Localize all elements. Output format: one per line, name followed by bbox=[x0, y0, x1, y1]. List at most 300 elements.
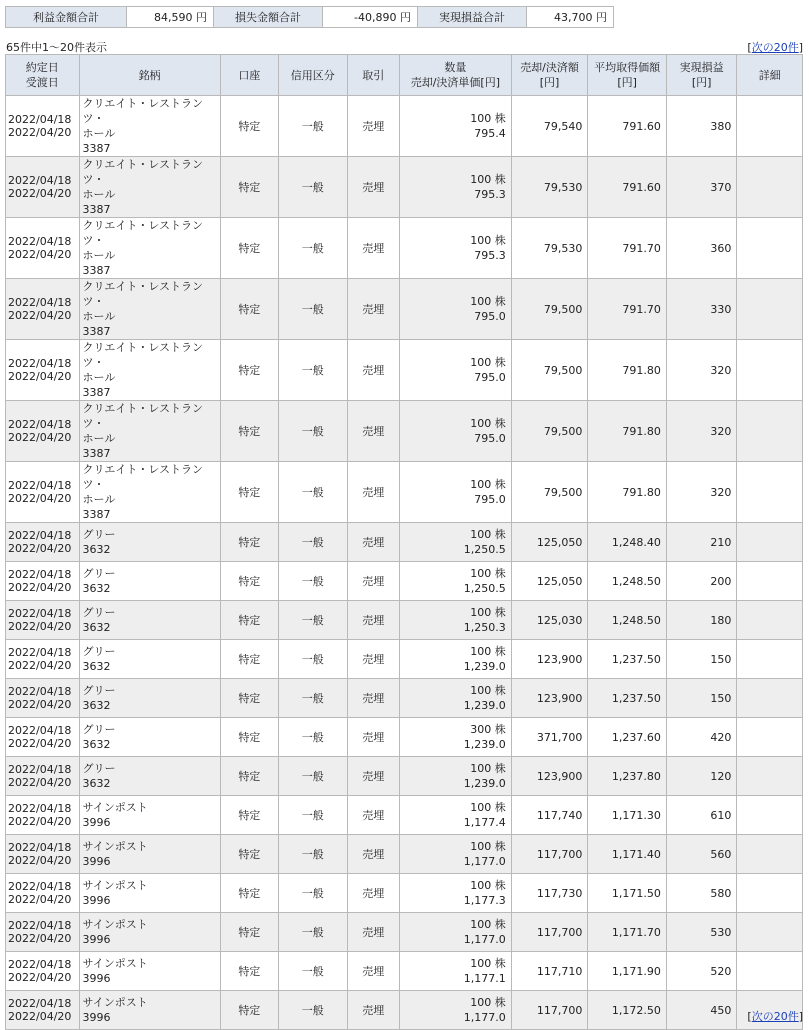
realized-pl: 320 bbox=[666, 340, 737, 401]
settle-amount: 123,900 bbox=[511, 757, 588, 796]
security-name-line2: ホール bbox=[82, 432, 116, 445]
trade-type: 売埋 bbox=[347, 340, 399, 401]
security-code: 3632 bbox=[82, 660, 111, 673]
table-row bbox=[6, 462, 803, 523]
qty-price bbox=[399, 279, 511, 340]
settle-date: 2022/04/20 bbox=[8, 776, 72, 789]
unit-price: 1,239.0 bbox=[463, 738, 506, 751]
trade-date: 2022/04/18 bbox=[8, 357, 72, 370]
trade-date: 2022/04/18 bbox=[8, 958, 72, 971]
trade-dates bbox=[6, 679, 80, 718]
settle-date: 2022/04/20 bbox=[8, 659, 72, 672]
security-code: 3632 bbox=[82, 777, 111, 790]
account-type: 特定 bbox=[220, 874, 278, 913]
quantity: 100 株 bbox=[470, 645, 506, 658]
trade-date: 2022/04/18 bbox=[8, 841, 72, 854]
security-name bbox=[79, 718, 220, 757]
security-code: 3387 bbox=[82, 264, 111, 277]
unit-price: 795.3 bbox=[474, 188, 506, 201]
account-type: 特定 bbox=[220, 718, 278, 757]
security-name-line1: グリー bbox=[82, 606, 116, 619]
settle-date: 2022/04/20 bbox=[8, 854, 72, 867]
quantity: 100 株 bbox=[470, 478, 506, 491]
qty-price bbox=[399, 874, 511, 913]
avg-cost: 1,171.40 bbox=[588, 835, 667, 874]
trade-date: 2022/04/18 bbox=[8, 646, 72, 659]
realized-pl: 320 bbox=[666, 401, 737, 462]
avg-cost: 1,171.30 bbox=[588, 796, 667, 835]
credit-type: 一般 bbox=[279, 835, 348, 874]
settle-amount: 79,500 bbox=[511, 340, 588, 401]
security-name-line2: ホール bbox=[82, 249, 116, 262]
quantity: 100 株 bbox=[470, 234, 506, 247]
trade-date: 2022/04/18 bbox=[8, 763, 72, 776]
security-name-line1: グリー bbox=[82, 528, 116, 541]
table-row bbox=[6, 96, 803, 157]
next-page-nav-top: [次の20件] bbox=[747, 41, 803, 54]
trade-dates bbox=[6, 562, 80, 601]
trade-dates bbox=[6, 462, 80, 523]
avg-cost: 1,171.70 bbox=[588, 913, 667, 952]
settle-date: 2022/04/20 bbox=[8, 1010, 72, 1023]
account-type: 特定 bbox=[220, 991, 278, 1030]
security-code: 3996 bbox=[82, 1011, 111, 1024]
next-20-link[interactable]: 次の20件 bbox=[751, 41, 799, 54]
account-type: 特定 bbox=[220, 401, 278, 462]
table-row bbox=[6, 601, 803, 640]
qty-price bbox=[399, 835, 511, 874]
avg-cost: 1,237.80 bbox=[588, 757, 667, 796]
unit-price: 1,239.0 bbox=[463, 699, 506, 712]
qty-price bbox=[399, 718, 511, 757]
avg-cost: 1,172.50 bbox=[588, 991, 667, 1030]
security-name-line1: クリエイト・レストランツ・ bbox=[82, 341, 203, 369]
realized-pl: 330 bbox=[666, 279, 737, 340]
realized-pl: 380 bbox=[666, 96, 737, 157]
header-realized-pl: 実現損益 [円] bbox=[666, 55, 737, 96]
account-type: 特定 bbox=[220, 279, 278, 340]
unit-price: 1,250.5 bbox=[463, 543, 506, 556]
security-code: 3387 bbox=[82, 508, 111, 521]
credit-type: 一般 bbox=[279, 562, 348, 601]
trade-type: 売埋 bbox=[347, 601, 399, 640]
credit-type: 一般 bbox=[279, 679, 348, 718]
table-row bbox=[6, 279, 803, 340]
table-row bbox=[6, 157, 803, 218]
quantity: 100 株 bbox=[470, 173, 506, 186]
trade-date: 2022/04/18 bbox=[8, 568, 72, 581]
account-type: 特定 bbox=[220, 462, 278, 523]
settle-date: 2022/04/20 bbox=[8, 542, 72, 555]
unit-price: 1,250.3 bbox=[463, 621, 506, 634]
unit-price: 795.0 bbox=[474, 371, 506, 384]
trade-type: 売埋 bbox=[347, 462, 399, 523]
security-code: 3996 bbox=[82, 972, 111, 985]
settle-amount: 117,700 bbox=[511, 835, 588, 874]
trade-dates bbox=[6, 96, 80, 157]
settle-amount: 79,530 bbox=[511, 218, 588, 279]
credit-type: 一般 bbox=[279, 462, 348, 523]
security-name-line1: グリー bbox=[82, 684, 116, 697]
avg-cost: 1,248.50 bbox=[588, 562, 667, 601]
trade-type: 売埋 bbox=[347, 523, 399, 562]
realized-pl-table bbox=[5, 54, 803, 1030]
avg-cost: 791.70 bbox=[588, 279, 667, 340]
qty-price bbox=[399, 913, 511, 952]
table-row bbox=[6, 340, 803, 401]
settle-amount: 117,730 bbox=[511, 874, 588, 913]
trade-type: 売埋 bbox=[347, 279, 399, 340]
settle-date: 2022/04/20 bbox=[8, 492, 72, 505]
qty-price bbox=[399, 96, 511, 157]
trade-date: 2022/04/18 bbox=[8, 685, 72, 698]
quantity: 100 株 bbox=[470, 957, 506, 970]
security-name-line1: クリエイト・レストランツ・ bbox=[82, 219, 203, 247]
trade-dates bbox=[6, 796, 80, 835]
security-name bbox=[79, 874, 220, 913]
credit-type: 一般 bbox=[279, 157, 348, 218]
trade-date: 2022/04/18 bbox=[8, 880, 72, 893]
realized-pl: 530 bbox=[666, 913, 737, 952]
security-name-line2: ホール bbox=[82, 188, 116, 201]
account-type: 特定 bbox=[220, 601, 278, 640]
trade-date: 2022/04/18 bbox=[8, 113, 72, 126]
security-name bbox=[79, 796, 220, 835]
avg-cost: 791.80 bbox=[588, 340, 667, 401]
settle-amount: 117,700 bbox=[511, 991, 588, 1030]
security-code: 3632 bbox=[82, 621, 111, 634]
settle-date: 2022/04/20 bbox=[8, 309, 72, 322]
header-qty-price: 数量 売却/決済単価[円] bbox=[399, 55, 511, 96]
settle-date: 2022/04/20 bbox=[8, 737, 72, 750]
table-header bbox=[6, 55, 803, 96]
security-code: 3996 bbox=[82, 816, 111, 829]
realized-pl: 580 bbox=[666, 874, 737, 913]
realized-pl: 450 bbox=[666, 991, 737, 1030]
realized-pl: 360 bbox=[666, 218, 737, 279]
trade-date: 2022/04/18 bbox=[8, 418, 72, 431]
credit-type: 一般 bbox=[279, 991, 348, 1030]
avg-cost: 791.80 bbox=[588, 462, 667, 523]
account-type: 特定 bbox=[220, 523, 278, 562]
detail-cell bbox=[737, 913, 803, 952]
qty-price bbox=[399, 340, 511, 401]
security-name bbox=[79, 757, 220, 796]
security-name bbox=[79, 401, 220, 462]
security-name-line1: サインポスト bbox=[82, 996, 148, 1009]
security-code: 3996 bbox=[82, 894, 111, 907]
security-name bbox=[79, 952, 220, 991]
qty-price bbox=[399, 796, 511, 835]
qty-price bbox=[399, 757, 511, 796]
avg-cost: 791.70 bbox=[588, 218, 667, 279]
security-name-line1: サインポスト bbox=[82, 879, 148, 892]
avg-cost: 791.80 bbox=[588, 401, 667, 462]
realized-pl: 150 bbox=[666, 679, 737, 718]
trade-type: 売埋 bbox=[347, 562, 399, 601]
settle-amount: 79,500 bbox=[511, 279, 588, 340]
security-name-line2: ホール bbox=[82, 310, 116, 323]
table-row bbox=[6, 796, 803, 835]
security-name-line1: グリー bbox=[82, 567, 116, 580]
unit-price: 1,177.3 bbox=[463, 894, 506, 907]
settle-amount: 125,050 bbox=[511, 562, 588, 601]
avg-cost: 1,237.50 bbox=[588, 679, 667, 718]
settle-amount: 117,740 bbox=[511, 796, 588, 835]
credit-type: 一般 bbox=[279, 757, 348, 796]
qty-price bbox=[399, 523, 511, 562]
security-name-line2: ホール bbox=[82, 127, 116, 140]
realized-total-label: 実現損益合計 bbox=[418, 7, 527, 28]
avg-cost: 1,237.60 bbox=[588, 718, 667, 757]
trade-date: 2022/04/18 bbox=[8, 529, 72, 542]
account-type: 特定 bbox=[220, 796, 278, 835]
detail-cell bbox=[737, 562, 803, 601]
security-name bbox=[79, 523, 220, 562]
next-page-nav-bottom: [次の20件] bbox=[747, 1010, 803, 1023]
trade-dates bbox=[6, 718, 80, 757]
security-name bbox=[79, 157, 220, 218]
realized-pl: 370 bbox=[666, 157, 737, 218]
table-row bbox=[6, 913, 803, 952]
unit-price: 795.0 bbox=[474, 310, 506, 323]
avg-cost: 1,171.50 bbox=[588, 874, 667, 913]
qty-price bbox=[399, 601, 511, 640]
credit-type: 一般 bbox=[279, 96, 348, 157]
settle-date: 2022/04/20 bbox=[8, 370, 72, 383]
quantity: 100 株 bbox=[470, 879, 506, 892]
settle-amount: 117,700 bbox=[511, 913, 588, 952]
trade-dates bbox=[6, 157, 80, 218]
account-type: 特定 bbox=[220, 157, 278, 218]
credit-type: 一般 bbox=[279, 796, 348, 835]
trade-type: 売埋 bbox=[347, 874, 399, 913]
trade-type: 売埋 bbox=[347, 218, 399, 279]
qty-price bbox=[399, 218, 511, 279]
detail-cell bbox=[737, 796, 803, 835]
realized-pl: 560 bbox=[666, 835, 737, 874]
trade-type: 売埋 bbox=[347, 679, 399, 718]
summary-bar bbox=[5, 6, 614, 28]
header-avg-cost: 平均取得価額 [円] bbox=[588, 55, 667, 96]
security-name-line1: クリエイト・レストランツ・ bbox=[82, 158, 203, 186]
quantity: 100 株 bbox=[470, 567, 506, 580]
security-code: 3387 bbox=[82, 447, 111, 460]
credit-type: 一般 bbox=[279, 718, 348, 757]
profit-total-value: 84,590 円 bbox=[127, 7, 214, 28]
realized-pl: 200 bbox=[666, 562, 737, 601]
account-type: 特定 bbox=[220, 562, 278, 601]
header-trade: 取引 bbox=[347, 55, 399, 96]
trade-dates bbox=[6, 835, 80, 874]
trade-dates bbox=[6, 913, 80, 952]
security-name bbox=[79, 835, 220, 874]
quantity: 100 株 bbox=[470, 417, 506, 430]
security-code: 3387 bbox=[82, 203, 111, 216]
qty-price bbox=[399, 401, 511, 462]
trade-type: 売埋 bbox=[347, 991, 399, 1030]
table-row bbox=[6, 401, 803, 462]
security-name-line1: クリエイト・レストランツ・ bbox=[82, 402, 203, 430]
quantity: 100 株 bbox=[470, 606, 506, 619]
security-name bbox=[79, 218, 220, 279]
security-name-line1: クリエイト・レストランツ・ bbox=[82, 280, 203, 308]
qty-price bbox=[399, 562, 511, 601]
trade-date: 2022/04/18 bbox=[8, 919, 72, 932]
next-20-link[interactable]: 次の20件 bbox=[751, 1010, 799, 1023]
avg-cost: 791.60 bbox=[588, 96, 667, 157]
security-name bbox=[79, 462, 220, 523]
settle-date: 2022/04/20 bbox=[8, 431, 72, 444]
credit-type: 一般 bbox=[279, 952, 348, 991]
header-detail: 詳細 bbox=[737, 55, 803, 96]
detail-cell bbox=[737, 835, 803, 874]
header-account: 口座 bbox=[220, 55, 278, 96]
settle-amount: 117,710 bbox=[511, 952, 588, 991]
detail-cell bbox=[737, 718, 803, 757]
header-dates: 約定日 受渡日 bbox=[6, 55, 80, 96]
settle-amount: 125,030 bbox=[511, 601, 588, 640]
qty-price bbox=[399, 157, 511, 218]
account-type: 特定 bbox=[220, 913, 278, 952]
security-name-line1: グリー bbox=[82, 762, 116, 775]
quantity: 100 株 bbox=[470, 918, 506, 931]
detail-cell bbox=[737, 96, 803, 157]
credit-type: 一般 bbox=[279, 601, 348, 640]
account-type: 特定 bbox=[220, 952, 278, 991]
credit-type: 一般 bbox=[279, 523, 348, 562]
security-name-line1: グリー bbox=[82, 645, 116, 658]
detail-cell bbox=[737, 679, 803, 718]
trade-dates bbox=[6, 340, 80, 401]
realized-pl: 210 bbox=[666, 523, 737, 562]
unit-price: 795.3 bbox=[474, 249, 506, 262]
settle-date: 2022/04/20 bbox=[8, 971, 72, 984]
unit-price: 1,239.0 bbox=[463, 660, 506, 673]
realized-pl: 610 bbox=[666, 796, 737, 835]
qty-price bbox=[399, 952, 511, 991]
table-row bbox=[6, 640, 803, 679]
detail-cell bbox=[737, 952, 803, 991]
settle-date: 2022/04/20 bbox=[8, 815, 72, 828]
trade-dates bbox=[6, 952, 80, 991]
detail-cell bbox=[737, 523, 803, 562]
profit-total-label: 利益金額合計 bbox=[6, 7, 127, 28]
security-name bbox=[79, 340, 220, 401]
settle-date: 2022/04/20 bbox=[8, 698, 72, 711]
detail-cell bbox=[737, 157, 803, 218]
settle-amount: 79,540 bbox=[511, 96, 588, 157]
settle-date: 2022/04/20 bbox=[8, 187, 72, 200]
security-name-line1: クリエイト・レストランツ・ bbox=[82, 97, 203, 125]
realized-pl: 180 bbox=[666, 601, 737, 640]
account-type: 特定 bbox=[220, 757, 278, 796]
header-amount: 売却/決済額 [円] bbox=[511, 55, 588, 96]
detail-cell bbox=[737, 757, 803, 796]
security-code: 3387 bbox=[82, 142, 111, 155]
detail-cell bbox=[737, 462, 803, 523]
unit-price: 795.4 bbox=[474, 127, 506, 140]
avg-cost: 1,248.50 bbox=[588, 601, 667, 640]
security-code: 3632 bbox=[82, 738, 111, 751]
security-code: 3632 bbox=[82, 699, 111, 712]
settle-date: 2022/04/20 bbox=[8, 248, 72, 261]
trade-date: 2022/04/18 bbox=[8, 479, 72, 492]
detail-cell bbox=[737, 340, 803, 401]
trade-date: 2022/04/18 bbox=[8, 607, 72, 620]
table-row bbox=[6, 718, 803, 757]
avg-cost: 1,171.90 bbox=[588, 952, 667, 991]
security-code: 3996 bbox=[82, 855, 111, 868]
detail-cell bbox=[737, 279, 803, 340]
trade-date: 2022/04/18 bbox=[8, 174, 72, 187]
security-name bbox=[79, 640, 220, 679]
settle-amount: 79,500 bbox=[511, 462, 588, 523]
credit-type: 一般 bbox=[279, 401, 348, 462]
quantity: 100 株 bbox=[470, 356, 506, 369]
account-type: 特定 bbox=[220, 679, 278, 718]
qty-price bbox=[399, 679, 511, 718]
settle-date: 2022/04/20 bbox=[8, 581, 72, 594]
security-code: 3632 bbox=[82, 582, 111, 595]
realized-pl: 420 bbox=[666, 718, 737, 757]
detail-cell bbox=[737, 218, 803, 279]
account-type: 特定 bbox=[220, 218, 278, 279]
table-row bbox=[6, 218, 803, 279]
detail-cell bbox=[737, 640, 803, 679]
detail-cell bbox=[737, 874, 803, 913]
unit-price: 1,250.5 bbox=[463, 582, 506, 595]
avg-cost: 1,237.50 bbox=[588, 640, 667, 679]
unit-price: 1,177.1 bbox=[463, 972, 506, 985]
quantity: 100 株 bbox=[470, 295, 506, 308]
trade-date: 2022/04/18 bbox=[8, 802, 72, 815]
realized-pl: 520 bbox=[666, 952, 737, 991]
credit-type: 一般 bbox=[279, 640, 348, 679]
security-name-line1: グリー bbox=[82, 723, 116, 736]
table-row bbox=[6, 952, 803, 991]
credit-type: 一般 bbox=[279, 218, 348, 279]
qty-price bbox=[399, 640, 511, 679]
security-name bbox=[79, 279, 220, 340]
table-row bbox=[6, 523, 803, 562]
realized-pl: 150 bbox=[666, 640, 737, 679]
trade-dates bbox=[6, 401, 80, 462]
detail-cell bbox=[737, 401, 803, 462]
security-code: 3387 bbox=[82, 386, 111, 399]
security-code: 3996 bbox=[82, 933, 111, 946]
trade-date: 2022/04/18 bbox=[8, 296, 72, 309]
trade-type: 売埋 bbox=[347, 757, 399, 796]
settle-amount: 79,500 bbox=[511, 401, 588, 462]
security-name bbox=[79, 601, 220, 640]
account-type: 特定 bbox=[220, 835, 278, 874]
security-name bbox=[79, 96, 220, 157]
trade-type: 売埋 bbox=[347, 157, 399, 218]
quantity: 100 株 bbox=[470, 762, 506, 775]
trade-type: 売埋 bbox=[347, 796, 399, 835]
loss-total-value: -40,890 円 bbox=[323, 7, 418, 28]
settle-amount: 79,530 bbox=[511, 157, 588, 218]
trade-dates bbox=[6, 523, 80, 562]
trade-date: 2022/04/18 bbox=[8, 235, 72, 248]
trade-type: 売埋 bbox=[347, 640, 399, 679]
unit-price: 1,177.0 bbox=[463, 855, 506, 868]
avg-cost: 1,248.40 bbox=[588, 523, 667, 562]
trade-type: 売埋 bbox=[347, 952, 399, 991]
security-name bbox=[79, 679, 220, 718]
realized-total-value: 43,700 円 bbox=[527, 7, 614, 28]
